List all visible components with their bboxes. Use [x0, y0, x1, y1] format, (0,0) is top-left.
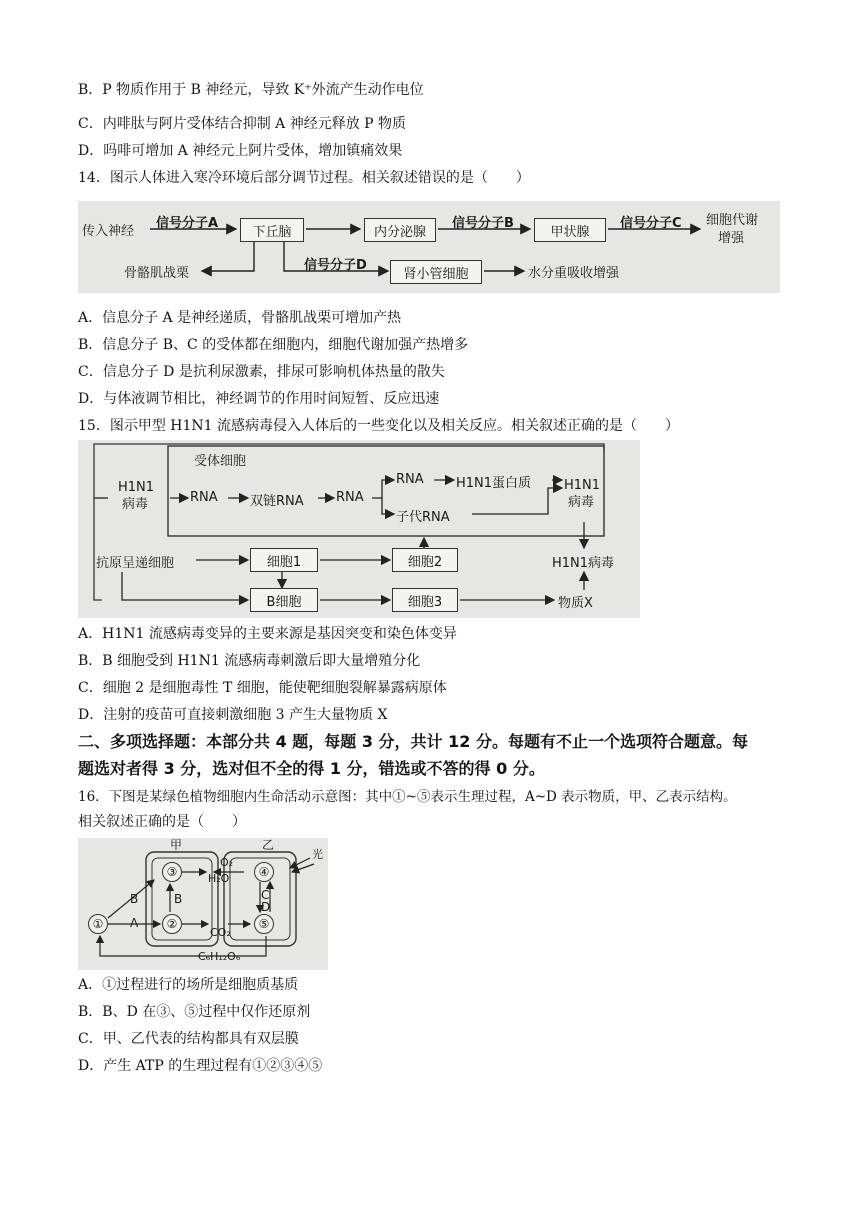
q15-figure: [78, 440, 640, 618]
virus-out-label-2: 病毒: [568, 495, 595, 510]
q14-option-c: C．信息分子 D 是抗利尿激素，排尿可影响机体热量的散失: [78, 364, 445, 380]
cell2-box: 细胞2: [392, 548, 458, 572]
q15-option-c: C．细胞 2 是细胞毒性 T 细胞，能使靶细胞裂解暴露病原体: [78, 680, 447, 696]
structure-jia-label: 甲: [170, 838, 183, 852]
q15-arrows: [78, 440, 640, 618]
process-4-circle: ④: [254, 862, 274, 882]
cell3-box: 细胞3: [392, 588, 458, 612]
process-3-circle: ③: [162, 862, 182, 882]
q15-option-b: B．B 细胞受到 H1N1 流感病毒刺激后即大量增殖分化: [78, 653, 421, 669]
b-cell-box: B细胞: [250, 588, 318, 612]
water-reabsorb-label: 水分重吸收增强: [528, 266, 620, 281]
afferent-nerve-label: 传入神经: [82, 224, 135, 239]
q13-option-c: C．内啡肽与阿片受体结合抑制 A 神经元释放 P 物质: [78, 116, 407, 132]
signal-b-label: 信号分子B: [452, 216, 514, 231]
cell1-box: 细胞1: [250, 548, 318, 572]
q16-option-c: C．甲、乙代表的结构都具有双层膜: [78, 1031, 299, 1047]
process-2-circle: ②: [162, 914, 182, 934]
substance-x-label: 物质X: [558, 596, 593, 611]
q15-option-a: A．H1N1 流感病毒变异的主要来源是基因突变和染色体变异: [78, 626, 457, 642]
ds-rna-label: 双链RNA: [250, 494, 304, 509]
metabolism-label-2: 增强: [718, 231, 745, 246]
signal-c-label: 信号分子C: [620, 216, 682, 231]
viral-protein-label: H1N1蛋白质: [456, 476, 532, 491]
q16-option-a: A．①过程进行的场所是细胞质基质: [78, 977, 299, 993]
hypothalamus-box: 下丘脑: [240, 218, 304, 242]
substance-d-label: D: [261, 900, 271, 914]
q16-stem-1: 16．下图是某绿色植物细胞内生命活动示意图：其中①~⑤表示生理过程，A~D 表示物质，甲、乙表示结构。: [78, 789, 737, 805]
q14-option-d: D．与体液调节相比，神经调节的作用时间短暂、反应迅速: [78, 391, 440, 407]
free-virus-label: H1N1病毒: [552, 556, 615, 571]
virus-out-label-1: H1N1: [564, 478, 601, 493]
q15-option-d: D．注射的疫苗可直接刺激细胞 3 产生大量物质 X: [78, 707, 388, 723]
co2-label: CO₂: [210, 926, 231, 939]
oxygen-label: O₂: [220, 856, 234, 869]
section2-heading-2: 题选对者得 3 分，选对但不全的得 1 分，错选或不答的得 0 分。: [78, 759, 545, 778]
q14-stem: 14．图示人体进入寒冷环境后部分调节过程。相关叙述错误的是（ ）: [78, 170, 530, 186]
progeny-rna-label: 子代RNA: [396, 510, 450, 525]
substance-c-label: C: [261, 888, 270, 902]
q14-option-a: A．信息分子 A 是神经递质，骨骼肌战栗可增加产热: [78, 310, 402, 326]
glucose-label: C₆H₁₂O₆: [198, 950, 241, 963]
skeletal-shiver-label: 骨骼肌战栗: [124, 266, 190, 281]
substance-b2-label: B: [174, 892, 183, 906]
apc-label: 抗原呈递细胞: [96, 556, 175, 571]
metabolism-label-1: 细胞代谢: [706, 213, 759, 228]
thyroid-box: 甲状腺: [534, 218, 606, 242]
process-1-circle: ①: [88, 914, 108, 934]
section2-heading-1: 二、多项选择题：本部分共 4 题，每题 3 分，共计 12 分。每题有不止一个选项符合题意。每: [78, 732, 748, 751]
rna-label: RNA: [190, 490, 218, 505]
q13-option-b: B．P 物质作用于 B 神经元，导致 K⁺外流产生动作电位: [78, 82, 424, 98]
virus-in-label-2: 病毒: [122, 497, 149, 512]
rna3-label: RNA: [396, 472, 424, 487]
process-5-circle: ⑤: [254, 914, 274, 934]
endocrine-gland-box: 内分泌腺: [364, 218, 436, 242]
q14-option-b: B．信息分子 B、C 的受体都在细胞内，细胞代谢加强产热增多: [78, 337, 469, 353]
q16-stem-2: 相关叙述正确的是（ ）: [78, 814, 246, 830]
renal-tubule-box: 肾小管细胞: [390, 260, 482, 284]
host-cell-label: 受体细胞: [194, 454, 247, 469]
signal-d-label: 信号分子D: [304, 258, 367, 273]
structure-yi-label: 乙: [262, 838, 275, 852]
light-label: 光: [312, 848, 323, 861]
q16-figure: [78, 838, 328, 970]
substance-a-label: A: [130, 916, 139, 930]
q16-option-b: B．B、D 在③、⑤过程中仅作还原剂: [78, 1004, 311, 1020]
virus-in-label-1: H1N1: [118, 480, 155, 495]
q13-option-d: D．吗啡可增加 A 神经元上阿片受体，增加镇痛效果: [78, 143, 403, 159]
rna2-label: RNA: [336, 490, 364, 505]
q15-stem: 15．图示甲型 H1N1 流感病毒侵入人体后的一些变化以及相关反应。相关叙述正确的是（ ）: [78, 418, 679, 434]
substance-b-label: B: [130, 892, 139, 906]
q16-option-d: D．产生 ATP 的生理过程有①②③④⑤: [78, 1058, 323, 1074]
signal-a-label: 信号分子A: [156, 216, 219, 231]
q14-figure: [78, 201, 780, 293]
water-label: H₂O: [208, 872, 230, 885]
